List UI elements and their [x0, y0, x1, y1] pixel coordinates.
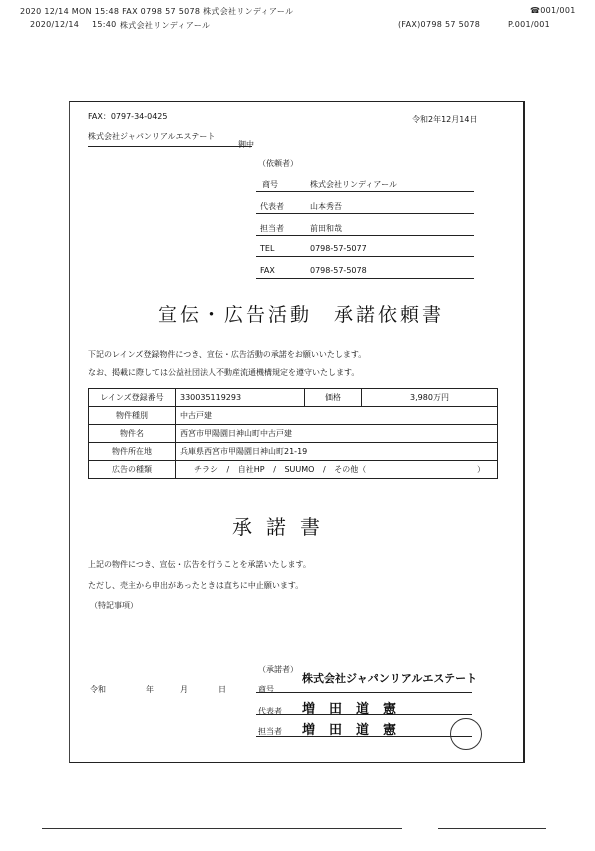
approver-row-line: [256, 714, 472, 715]
consent-paragraph-2: ただし、売主から申出があったときは直ちに中止願います。: [88, 581, 304, 590]
property-type-value: 中古戸建: [176, 407, 498, 425]
property-address-label: 物件所在地: [89, 443, 176, 461]
approver-heading: （承諾者）: [258, 665, 298, 674]
approver-row-line: [256, 736, 472, 737]
recipient-underline: [88, 146, 252, 147]
scan-artifact-line: [438, 828, 546, 829]
document-title: 宣伝・広告活動 承諾依頼書: [158, 304, 445, 326]
approval-date-era: 令和: [90, 685, 106, 694]
scan-artifact-line: [42, 828, 402, 829]
property-name-label: 物件名: [89, 425, 176, 443]
requester-rep-value: 山本秀吾: [310, 202, 342, 211]
requester-row-line: [256, 235, 474, 236]
recipient-company: 株式会社ジャパンリアルエステート: [88, 132, 216, 141]
ad-type-separator: /: [322, 465, 326, 474]
ad-type-other-close: ）: [477, 465, 485, 474]
price-value: 3,980万円: [362, 389, 498, 407]
fax-header-time: 15:40: [92, 20, 117, 29]
property-type-label: 物件種別: [89, 407, 176, 425]
table-row: [89, 461, 498, 479]
requester-contact-label: 担当者: [260, 224, 284, 233]
property-name-value: 西宮市甲陽園日神山町中古戸建: [176, 425, 498, 443]
recipient-fax: FAX：0797-34-0425: [88, 112, 168, 121]
requester-fax-value: 0798-57-5078: [310, 266, 367, 275]
fax-header-company: 株式会社リンディアール: [120, 21, 211, 30]
requester-company-value: 株式会社リンディアール: [310, 180, 397, 189]
ad-type-own-site: 自社HP: [237, 465, 265, 474]
reins-number-value: 330035119293: [176, 389, 305, 407]
property-address-value: 兵庫県西宮市甲陽園日神山町21-19: [176, 443, 498, 461]
table-row: [89, 389, 498, 407]
approver-contact-label: 担当者: [258, 727, 282, 736]
approval-date-month: 月: [180, 685, 188, 694]
approver-company-label: 商号: [258, 685, 274, 694]
body-paragraph-1: 下記のレインズ登録物件につき、宣伝・広告活動の承諾をお願いいたします。: [88, 350, 367, 359]
consent-title: 承諾書: [232, 515, 334, 539]
ad-type-separator: /: [226, 465, 230, 474]
fax-header-pages: P.001/001: [508, 20, 551, 29]
consent-paragraph-1: 上記の物件につき、宣伝・広告を行うことを承諾いたします。: [88, 560, 311, 569]
reins-number-label: レインズ登録番号: [89, 389, 176, 407]
recipient-honorific: 御中: [238, 140, 254, 149]
ad-type-separator: /: [273, 465, 276, 474]
table-row: [89, 407, 498, 425]
fax-header-date: 2020/12/14: [30, 20, 80, 29]
approver-rep-value: 増田道憲: [302, 702, 411, 717]
approval-date-year: 年: [146, 685, 154, 694]
fax-header-line1: 2020 12/14 MON 15:48 FAX 0798 57 5078 株式会社リンディアール: [20, 7, 294, 16]
company-seal-stamp: [450, 718, 482, 750]
approver-row-line: [256, 692, 472, 693]
fax-header-number: (FAX)0798 57 5078: [398, 20, 481, 29]
approver-rep-label: 代表者: [258, 707, 282, 716]
requester-row-line: [256, 191, 474, 192]
table-row: [89, 443, 498, 461]
ad-type-options: [176, 461, 498, 479]
requester-row-line: [256, 213, 474, 214]
approver-company-value: 株式会社ジャパンリアルエステート: [302, 672, 478, 685]
approval-date-day: 日: [218, 685, 226, 694]
requester-fax-label: FAX: [260, 266, 275, 275]
ad-type-flyer: チラシ: [194, 465, 218, 474]
fax-header-page-code: ☎001/001: [530, 6, 576, 15]
ad-type-label: 広告の種類: [89, 461, 176, 479]
requester-row-line: [256, 256, 474, 257]
property-table: [88, 388, 498, 479]
approver-contact-value: 増田道憲: [302, 723, 411, 738]
ad-type-other: その他（: [334, 465, 367, 474]
document-date: 令和2年12月14日: [412, 115, 478, 124]
body-paragraph-2: なお、掲載に際しては公益社団法人不動産流通機構規定を遵守いたします。: [88, 368, 360, 377]
table-row: [89, 425, 498, 443]
requester-rep-label: 代表者: [260, 202, 284, 211]
price-label: 価格: [305, 389, 362, 407]
ad-type-suumo: SUUMO: [284, 465, 315, 474]
requester-heading: （依頼者）: [258, 159, 298, 168]
requester-tel-value: 0798-57-5077: [310, 244, 367, 253]
requester-contact-value: 前田和哉: [310, 224, 342, 233]
requester-row-line: [256, 278, 474, 279]
requester-tel-label: TEL: [260, 244, 275, 253]
requester-company-label: 商号: [262, 180, 278, 189]
special-notes-label: （特記事項）: [90, 601, 138, 610]
